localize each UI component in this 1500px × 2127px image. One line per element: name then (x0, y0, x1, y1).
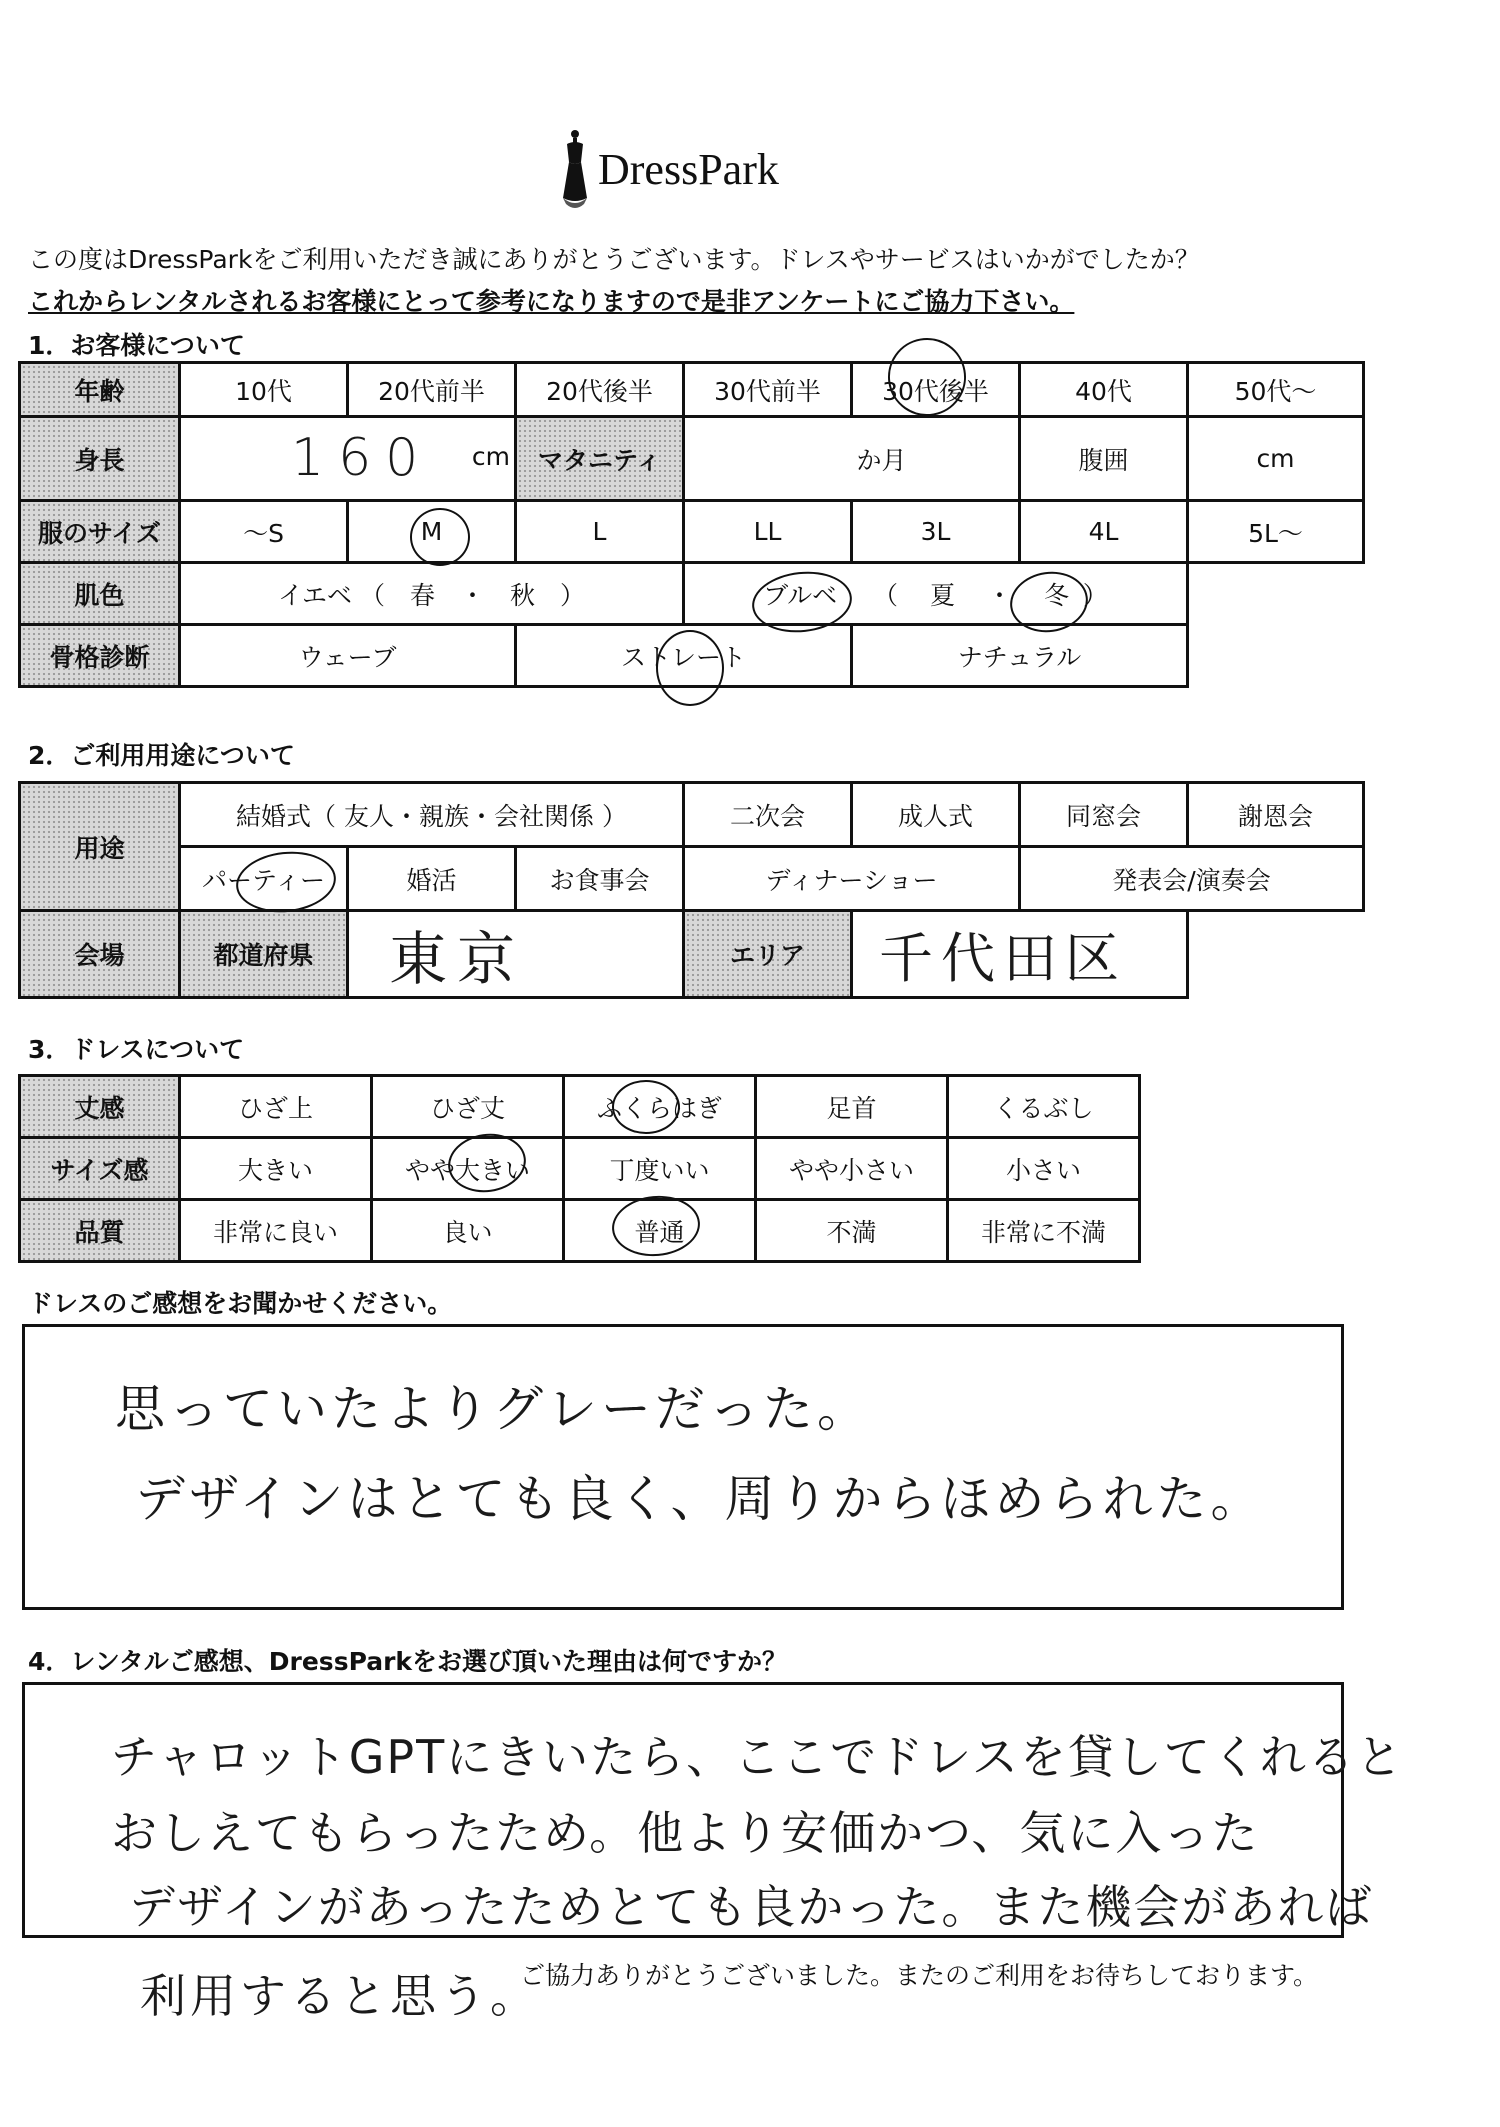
quality-option-very-poor[interactable]: 非常に不満 (948, 1200, 1140, 1262)
size-option-5l[interactable]: 5L〜 (1188, 501, 1364, 563)
fit-option-slightly-small[interactable]: やや小さい (756, 1138, 948, 1200)
skin-yellow-seasons: （ 春 ・ 秋 ） (359, 580, 585, 610)
quality-label: 品質 (20, 1200, 180, 1262)
impressions-line-2: デザインはとても良く、周りからほめられた。 (135, 1470, 1265, 1528)
age-option-late-30s[interactable]: 30代後半 (852, 363, 1020, 417)
skin-yellow-text: イエベ (278, 580, 353, 610)
length-option-calf[interactable]: ふくらはぎ (564, 1076, 756, 1138)
prefecture-field[interactable] (348, 911, 684, 998)
empty-cell (1188, 911, 1364, 998)
brand-logo (560, 128, 820, 218)
skeleton-label: 骨格診断 (20, 625, 180, 687)
age-label: 年齢 (20, 363, 180, 417)
use-option-wedding[interactable]: 結婚式（ 友人・親族・会社関係 ） (180, 783, 684, 847)
waist-unit: cm (1256, 444, 1295, 473)
size-option-4l[interactable]: 4L (1020, 501, 1188, 563)
size-selected-mark (410, 508, 470, 566)
dress-form-icon (560, 128, 590, 218)
footer-thanks: ご協力ありがとうございました。またのご利用をお待ちしております。 (520, 1961, 1319, 1990)
age-option-early-30s[interactable]: 30代前半 (684, 363, 852, 417)
quality-option-good[interactable]: 良い (372, 1200, 564, 1262)
reason-box[interactable] (22, 1682, 1404, 1938)
use-option-recital[interactable]: 発表会/演奏会 (1020, 847, 1364, 911)
use-option-dinner[interactable]: お食事会 (516, 847, 684, 911)
length-selected-mark (612, 1080, 680, 1134)
section3-title: 3．ドレスについて (28, 1035, 245, 1064)
length-option-malleolus[interactable]: くるぶし (948, 1076, 1140, 1138)
use-option-reunion[interactable]: 同窓会 (1020, 783, 1188, 847)
skin-label: 肌色 (20, 563, 180, 625)
impressions-line-1: 思っていたよりグレーだった。 (115, 1380, 871, 1438)
age-option-late-20s[interactable]: 20代後半 (516, 363, 684, 417)
impressions-prompt: ドレスのご感想をお聞かせください。 (28, 1289, 453, 1318)
reason-line-2: おしえてもらったため。他より安価かつ、気に入った (111, 1806, 1260, 1860)
skin-summer: 夏 (930, 580, 956, 610)
length-label: 丈感 (20, 1076, 180, 1138)
size-option-m[interactable]: M (348, 501, 516, 563)
reason-line-1: チャロットGPTにきいたら、ここでドレスを貸してくれると (111, 1730, 1404, 1784)
age-option-early-20s[interactable]: 20代前半 (348, 363, 516, 417)
empty-cell (1188, 625, 1364, 687)
skeleton-option-wave[interactable]: ウェーブ (180, 625, 516, 687)
age-option-40s[interactable]: 40代 (1020, 363, 1188, 417)
height-label: 身長 (20, 417, 180, 501)
brand-name: DressPark (598, 145, 779, 194)
fit-option-slightly-large[interactable]: やや大きい (372, 1138, 564, 1200)
intro-line-2: これからレンタルされるお客様にとって参考になりますので是非アンケートにご協力下さい。 (28, 287, 1075, 316)
use-option-party[interactable]: パーティー (180, 847, 348, 911)
prefecture-label: 都道府県 (180, 911, 348, 998)
fit-label: サイズ感 (20, 1138, 180, 1200)
age-option-10s[interactable]: 10代 (180, 363, 348, 417)
empty-cell (1188, 563, 1364, 625)
reason-line-4: 利用すると思う。 (140, 1969, 540, 2023)
length-option-ankle[interactable]: 足首 (756, 1076, 948, 1138)
size-option-l[interactable]: L (516, 501, 684, 563)
age-option-50s[interactable]: 50代〜 (1188, 363, 1364, 417)
length-option-knee[interactable]: ひざ丈 (372, 1076, 564, 1138)
skin-winter: 冬 (1043, 580, 1069, 610)
usage-table (18, 781, 1365, 999)
size-option-3l[interactable]: 3L (852, 501, 1020, 563)
use-label: 用途 (20, 783, 180, 911)
dress-table (18, 1074, 1141, 1263)
use-option-thank-you-party[interactable]: 謝恩会 (1188, 783, 1364, 847)
fit-option-large[interactable]: 大きい (180, 1138, 372, 1200)
venue-label: 会場 (20, 911, 180, 998)
impressions-box[interactable] (22, 1324, 1344, 1610)
skeleton-option-natural[interactable]: ナチュラル (852, 625, 1188, 687)
use-option-after-party[interactable]: 二次会 (684, 783, 852, 847)
skin-blue-close: ） (1082, 580, 1108, 610)
maternity-field[interactable] (684, 417, 1020, 501)
fit-option-just-right[interactable]: 丁度いい (564, 1138, 756, 1200)
waist-label: 腹囲 (1020, 417, 1188, 501)
fit-option-small[interactable]: 小さい (948, 1138, 1140, 1200)
area-value: 千代田区 (879, 926, 1128, 990)
use-option-konkatsu[interactable]: 婚活 (348, 847, 516, 911)
skin-blue-text: ブルベ (763, 580, 838, 610)
use-option-coming-of-age[interactable]: 成人式 (852, 783, 1020, 847)
section1-title: 1．お客様について (28, 331, 245, 360)
use-option-dinner-show[interactable]: ディナーショー (684, 847, 1020, 911)
intro-line-1: この度はDressParkをご利用いただき誠にありがとうございます。ドレスやサービスはいかがでしたか？ (28, 245, 1200, 274)
size-option-s[interactable]: 〜S (180, 501, 348, 563)
quality-option-excellent[interactable]: 非常に良い (180, 1200, 372, 1262)
reason-line-3: デザインがあったためとても良かった。また機会があれば (129, 1880, 1374, 1934)
size-label: 服のサイズ (20, 501, 180, 563)
quality-option-poor[interactable]: 不満 (756, 1200, 948, 1262)
section4-title: 4．レンタルご感想、DressParkをお選び頂いた理由は何ですか？ (28, 1647, 788, 1676)
skeleton-selected-mark (656, 630, 724, 706)
height-unit: cm (471, 442, 510, 471)
maternity-unit: か月 (856, 445, 907, 475)
length-option-above-knee[interactable]: ひざ上 (180, 1076, 372, 1138)
skin-blue-open: （ (873, 580, 899, 610)
area-label: エリア (684, 911, 852, 998)
size-option-ll[interactable]: LL (684, 501, 852, 563)
area-field[interactable] (852, 911, 1188, 998)
section2-title: 2．ご利用用途について (28, 741, 295, 770)
height-field[interactable] (180, 417, 516, 501)
maternity-label: マタニティ (516, 417, 684, 501)
skin-dot: ・ (986, 580, 1012, 610)
height-value: 160 (291, 428, 433, 488)
skeleton-option-straight[interactable]: ストレート (516, 625, 852, 687)
skin-option-yellow[interactable] (180, 563, 684, 625)
waist-field[interactable] (1188, 417, 1364, 501)
quality-option-average[interactable]: 普通 (564, 1200, 756, 1262)
prefecture-value: 東京 (389, 925, 526, 993)
